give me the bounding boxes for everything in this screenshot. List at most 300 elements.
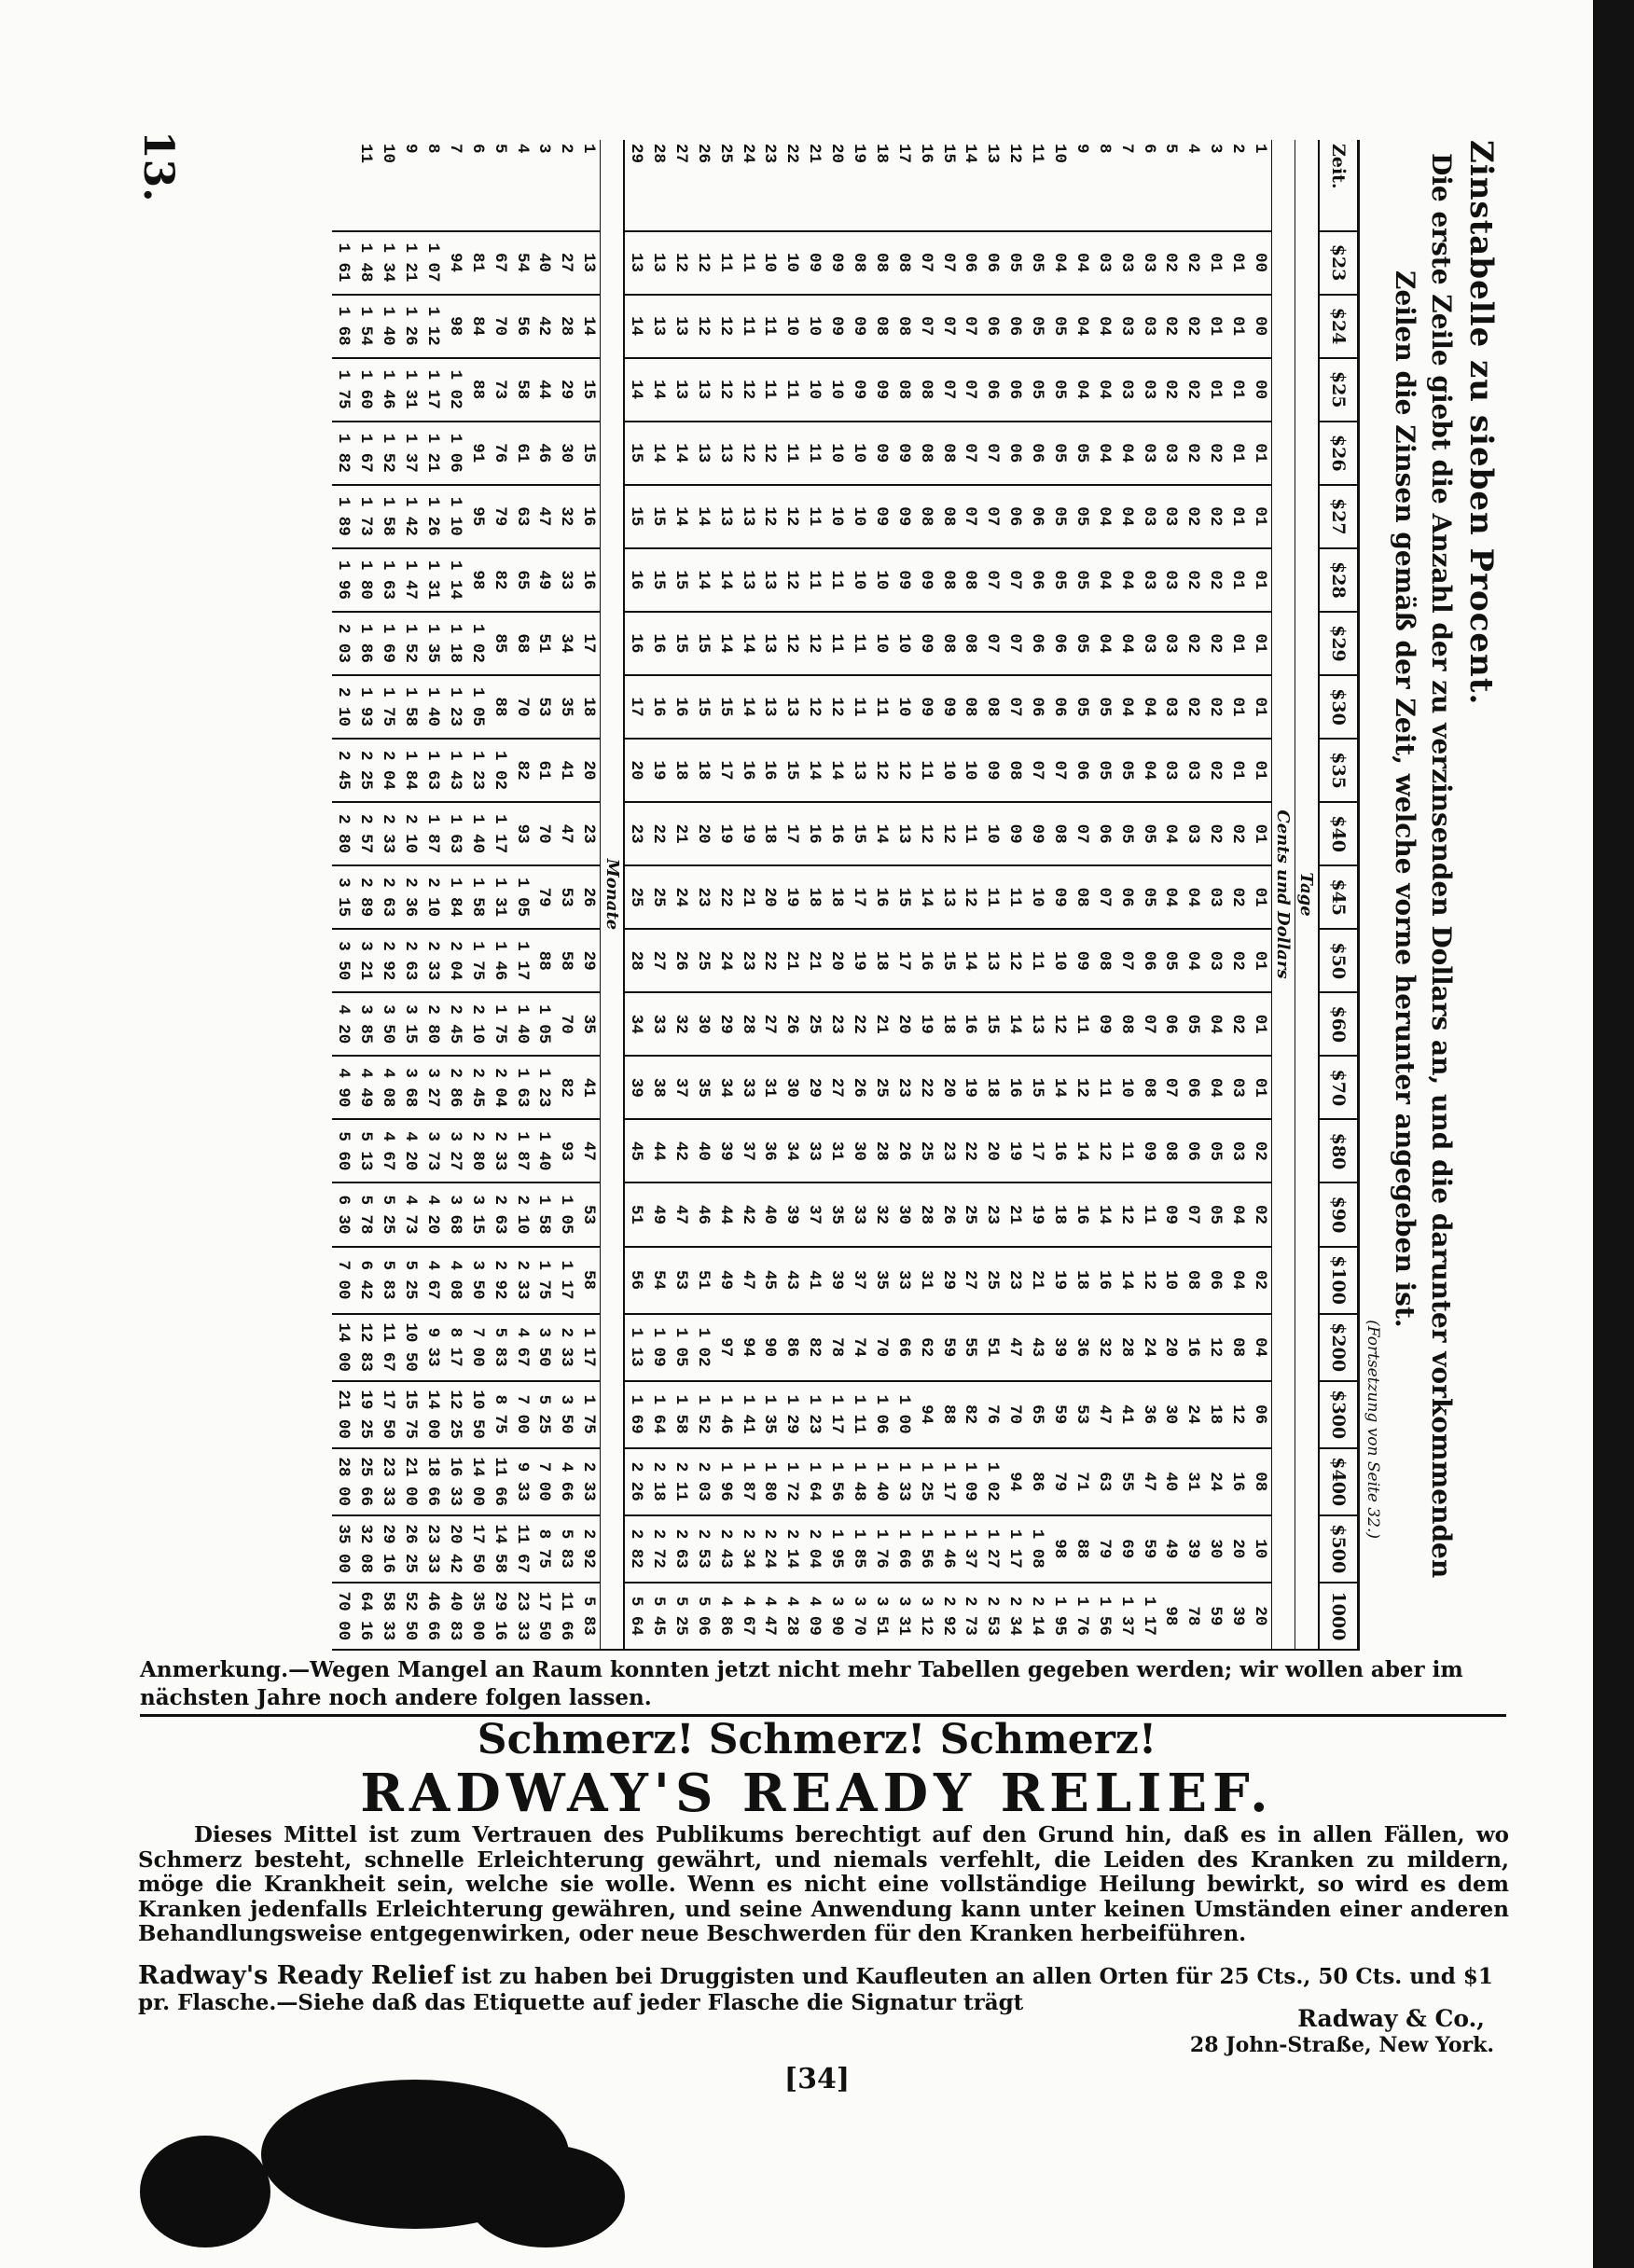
table-cell: 08 bbox=[981, 675, 1004, 739]
table-row bbox=[981, 140, 1004, 1650]
table-cell: 01 bbox=[1226, 548, 1249, 612]
ink-stain bbox=[466, 2145, 625, 2247]
row-label: 8 bbox=[422, 140, 444, 231]
table-cell: 20 bbox=[759, 865, 782, 929]
table-cell: 53 bbox=[670, 1247, 692, 1314]
table-cell: 1 21 bbox=[399, 231, 422, 295]
table-cell: 18 bbox=[825, 865, 848, 929]
table-cell: 31 bbox=[915, 1247, 937, 1314]
table-cell: 00 bbox=[1249, 358, 1271, 422]
table-cell: 82 bbox=[960, 1381, 982, 1448]
table-cell: 5 78 bbox=[354, 1182, 377, 1246]
table-row bbox=[466, 140, 489, 1650]
table-cell: 01 bbox=[1249, 929, 1271, 992]
table-cell: 22 bbox=[759, 929, 782, 992]
table-cell: 2 33 bbox=[577, 1448, 600, 1515]
table-cell: 15 bbox=[981, 992, 1004, 1056]
table-cell: 06 bbox=[1026, 422, 1048, 485]
year-row-label: 13. bbox=[134, 131, 182, 202]
table-cell: 25 bbox=[803, 992, 825, 1056]
table-cell: 43 bbox=[1026, 1314, 1048, 1381]
table-cell: 1 42 bbox=[399, 485, 422, 548]
table-cell: 12 bbox=[759, 422, 782, 485]
table-cell: 3 15 bbox=[332, 865, 354, 929]
table-cell: 05 bbox=[1071, 612, 1093, 675]
table-cell: 36 bbox=[1071, 1314, 1093, 1381]
table-cell: 34 bbox=[714, 1056, 737, 1119]
table-cell: 1 75 bbox=[332, 358, 354, 422]
table-cell: 23 bbox=[981, 1182, 1004, 1246]
table-cell: 04 bbox=[1115, 422, 1138, 485]
table-cell: 14 bbox=[624, 358, 647, 422]
table-cell: 58 bbox=[511, 358, 533, 422]
table-cell: 4 20 bbox=[422, 1182, 444, 1246]
table-cell: 14 bbox=[1048, 1056, 1071, 1119]
row-label: 16 bbox=[915, 140, 937, 231]
table-row bbox=[803, 140, 825, 1650]
table-cell: 78 bbox=[1182, 1583, 1204, 1650]
table-cell: 20 bbox=[692, 802, 714, 865]
table-cell: 11 bbox=[848, 612, 870, 675]
table-cell: 1 80 bbox=[759, 1448, 782, 1515]
table-cell: 36 bbox=[1138, 1381, 1160, 1448]
table-row bbox=[670, 140, 692, 1650]
table-cell: 2 82 bbox=[624, 1515, 647, 1583]
table-cell: 14 bbox=[1004, 992, 1026, 1056]
table-row bbox=[647, 140, 670, 1650]
table-cell: 74 bbox=[848, 1314, 870, 1381]
table-cell: 11 67 bbox=[377, 1314, 399, 1381]
table-cell: 16 bbox=[577, 485, 600, 548]
table-cell: 20 bbox=[1226, 1515, 1249, 1583]
table-row bbox=[533, 140, 556, 1650]
table-cell: 55 bbox=[960, 1314, 982, 1381]
row-label: 11 bbox=[1026, 140, 1048, 231]
table-cell: 64 16 bbox=[354, 1583, 377, 1650]
table-cell: 70 bbox=[489, 295, 511, 358]
table-cell: 28 bbox=[915, 1182, 937, 1246]
table-cell: 1 75 bbox=[377, 675, 399, 739]
table-cell: 11 bbox=[803, 548, 825, 612]
table-cell: 2 10 bbox=[399, 802, 422, 865]
table-cell: 13 bbox=[1026, 992, 1048, 1056]
table-cell: 1 23 bbox=[803, 1381, 825, 1448]
section-label: Cents und Dollars bbox=[1272, 140, 1295, 1650]
table-cell: 1 31 bbox=[399, 358, 422, 422]
table-cell: 06 bbox=[1026, 485, 1048, 548]
table-cell: 35 bbox=[870, 1247, 893, 1314]
table-cell: 04 bbox=[1115, 612, 1138, 675]
table-cell: 5 83 bbox=[489, 1314, 511, 1381]
table-cell: 11 bbox=[1093, 1056, 1115, 1119]
table-cell: 24 bbox=[1182, 1381, 1204, 1448]
table-cell: 01 bbox=[1249, 485, 1271, 548]
table-cell: 11 bbox=[960, 802, 982, 865]
table-cell: 02 bbox=[1160, 295, 1183, 358]
table-cell: 19 bbox=[915, 992, 937, 1056]
table-cell: 51 bbox=[692, 1247, 714, 1314]
table-cell: 1 31 bbox=[489, 865, 511, 929]
table-title: Zinstabelle zu sieben Procent. bbox=[1462, 140, 1500, 706]
table-cell: 1 25 bbox=[915, 1448, 937, 1515]
table-cell: 10 bbox=[893, 675, 915, 739]
table-cell: 1 75 bbox=[577, 1381, 600, 1448]
table-cell: 16 bbox=[759, 739, 782, 802]
table-cell: 1 48 bbox=[354, 231, 377, 295]
table-cell: 2 92 bbox=[377, 929, 399, 992]
table-cell: 17 50 bbox=[533, 1583, 556, 1650]
table-cell: 4 47 bbox=[759, 1583, 782, 1650]
row-label: 18 bbox=[870, 140, 893, 231]
table-cell: 10 bbox=[870, 548, 893, 612]
table-row bbox=[737, 140, 759, 1650]
table-row bbox=[960, 140, 982, 1650]
table-cell: 88 bbox=[466, 358, 489, 422]
table-cell: 9 33 bbox=[422, 1314, 444, 1381]
table-cell: 09 bbox=[870, 422, 893, 485]
table-cell: 04 bbox=[1115, 548, 1138, 612]
table-cell: 1 37 bbox=[399, 422, 422, 485]
table-cell: 20 bbox=[893, 992, 915, 1056]
table-row bbox=[714, 140, 737, 1650]
table-cell: 25 bbox=[981, 1247, 1004, 1314]
table-cell: 49 bbox=[533, 548, 556, 612]
table-cell: 10 bbox=[825, 358, 848, 422]
table-cell: 5 45 bbox=[647, 1583, 670, 1650]
table-cell: 39 bbox=[624, 1056, 647, 1119]
row-label: 12 bbox=[1004, 140, 1026, 231]
table-cell: 10 bbox=[981, 802, 1004, 865]
section-label: Tage bbox=[1295, 140, 1320, 1650]
table-cell: 1 17 bbox=[577, 1314, 600, 1381]
table-cell: 16 bbox=[825, 802, 848, 865]
table-cell: 05 bbox=[1048, 358, 1071, 422]
table-cell: 03 bbox=[1138, 358, 1160, 422]
table-cell: 01 bbox=[1226, 231, 1249, 295]
table-cell: 14 bbox=[714, 548, 737, 612]
table-row bbox=[848, 140, 870, 1650]
table-cell: 05 bbox=[1093, 739, 1115, 802]
table-cell: 09 bbox=[937, 675, 960, 739]
table-cell: 23 bbox=[692, 865, 714, 929]
table-cell: 1 05 bbox=[466, 675, 489, 739]
table-cell: 1 60 bbox=[354, 358, 377, 422]
table-cell: 12 bbox=[1115, 1182, 1138, 1246]
table-cell: 1 54 bbox=[354, 295, 377, 358]
table-cell: 04 bbox=[1093, 358, 1115, 422]
table-cell: 5 60 bbox=[332, 1119, 354, 1182]
table-cell: 1 89 bbox=[332, 485, 354, 548]
table-cell: 05 bbox=[1048, 295, 1071, 358]
ad-headline: Schmerz! Schmerz! Schmerz! bbox=[477, 1716, 1157, 1763]
table-cell: 03 bbox=[1160, 485, 1183, 548]
table-cell: 15 bbox=[848, 802, 870, 865]
table-cell: 13 bbox=[759, 548, 782, 612]
table-cell: 1 23 bbox=[533, 1056, 556, 1119]
table-cell: 2 14 bbox=[1026, 1583, 1048, 1650]
table-cell: 08 bbox=[937, 422, 960, 485]
table-cell: 31 bbox=[825, 1119, 848, 1182]
table-row bbox=[444, 140, 466, 1650]
table-cell: 1 37 bbox=[960, 1515, 982, 1583]
table-cell: 07 bbox=[960, 422, 982, 485]
table-cell: 11 bbox=[915, 739, 937, 802]
table-cell: 39 bbox=[1048, 1314, 1071, 1381]
table-cell: 14 bbox=[624, 295, 647, 358]
column-header: $25 bbox=[1319, 358, 1357, 422]
table-cell: 05 bbox=[1160, 929, 1183, 992]
row-label: 3 bbox=[533, 140, 556, 231]
table-cell: 32 bbox=[670, 992, 692, 1056]
table-cell: 02 bbox=[1204, 802, 1226, 865]
table-cell: 15 bbox=[624, 422, 647, 485]
table-cell: 08 bbox=[937, 612, 960, 675]
table-cell: 2 24 bbox=[759, 1515, 782, 1583]
table-cell: 10 50 bbox=[466, 1381, 489, 1448]
table-cell: 23 bbox=[893, 1056, 915, 1119]
row-label: 7 bbox=[1115, 140, 1138, 231]
table-cell: 04 bbox=[1226, 1247, 1249, 1314]
table-cell: 37 bbox=[803, 1182, 825, 1246]
table-cell: 08 bbox=[960, 675, 982, 739]
row-label: 6 bbox=[1138, 140, 1160, 231]
table-cell: 2 14 bbox=[781, 1515, 803, 1583]
table-cell: 2 33 bbox=[555, 1314, 577, 1381]
table-cell: 23 bbox=[1004, 1247, 1026, 1314]
table-cell: 28 00 bbox=[332, 1448, 354, 1515]
column-header: $100 bbox=[1319, 1247, 1357, 1314]
table-cell: 16 bbox=[624, 548, 647, 612]
table-cell: 09 bbox=[915, 612, 937, 675]
row-label: 1 bbox=[577, 140, 600, 231]
table-cell: 2 18 bbox=[647, 1448, 670, 1515]
table-cell: 33 bbox=[737, 1056, 759, 1119]
table-cell: 11 bbox=[870, 675, 893, 739]
table-cell: 05 bbox=[1071, 548, 1093, 612]
table-cell: 11 bbox=[1138, 1182, 1160, 1246]
table-cell: 1 80 bbox=[354, 548, 377, 612]
table-cell: 2 10 bbox=[332, 675, 354, 739]
table-cell: 2 34 bbox=[737, 1515, 759, 1583]
table-cell: 10 bbox=[759, 231, 782, 295]
table-cell: 1 63 bbox=[422, 739, 444, 802]
table-cell: 05 bbox=[1071, 675, 1093, 739]
table-cell: 30 bbox=[893, 1182, 915, 1246]
table-cell: 03 bbox=[1204, 929, 1226, 992]
table-cell: 3 31 bbox=[893, 1583, 915, 1650]
table-cell: 3 90 bbox=[825, 1583, 848, 1650]
table-cell: 17 bbox=[848, 865, 870, 929]
table-cell: 2 63 bbox=[489, 1182, 511, 1246]
table-cell: 14 bbox=[803, 739, 825, 802]
ad-address: 28 John-Straße, New York. bbox=[1189, 2033, 1494, 2057]
table-cell: 02 bbox=[1160, 231, 1183, 295]
table-cell: 12 bbox=[737, 422, 759, 485]
table-cell: 18 bbox=[1071, 1247, 1093, 1314]
table-cell: 13 bbox=[737, 485, 759, 548]
table-cell: 01 bbox=[1226, 358, 1249, 422]
table-cell: 16 bbox=[624, 612, 647, 675]
table-cell: 91 bbox=[466, 422, 489, 485]
table-cell: 09 bbox=[915, 675, 937, 739]
table-cell: 26 25 bbox=[399, 1515, 422, 1583]
table-cell: 76 bbox=[489, 422, 511, 485]
table-cell: 02 bbox=[1182, 612, 1204, 675]
table-cell: 03 bbox=[1115, 231, 1138, 295]
table-cell: 1 63 bbox=[511, 1056, 533, 1119]
table-cell: 07 bbox=[1182, 1182, 1204, 1246]
table-cell: 12 bbox=[960, 865, 982, 929]
table-cell: 31 bbox=[759, 1056, 782, 1119]
table-cell: 63 bbox=[511, 485, 533, 548]
table-cell: 01 bbox=[1226, 739, 1249, 802]
table-cell: 14 00 bbox=[466, 1448, 489, 1515]
table-cell: 85 bbox=[489, 612, 511, 675]
table-cell: 1 58 bbox=[399, 675, 422, 739]
table-cell: 6 42 bbox=[354, 1247, 377, 1314]
table-cell: 03 bbox=[1138, 422, 1160, 485]
table-cell: 11 66 bbox=[489, 1448, 511, 1515]
table-cell: 1 56 bbox=[915, 1515, 937, 1583]
table-cell: 08 bbox=[1182, 1247, 1204, 1314]
table-cell: 03 bbox=[1226, 1056, 1249, 1119]
table-cell: 10 bbox=[1115, 1056, 1138, 1119]
table-cell: 12 bbox=[803, 675, 825, 739]
table-cell: 1 87 bbox=[737, 1448, 759, 1515]
table-cell: 07 bbox=[915, 231, 937, 295]
table-cell: 12 bbox=[1071, 1056, 1093, 1119]
table-cell: 2 33 bbox=[377, 802, 399, 865]
table-cell: 05 bbox=[1138, 802, 1160, 865]
table-cell: 14 bbox=[960, 929, 982, 992]
table-cell: 16 bbox=[1226, 1448, 1249, 1515]
table-cell: 10 bbox=[1249, 1515, 1271, 1583]
table-cell: 94 bbox=[915, 1381, 937, 1448]
table-cell: 1 18 bbox=[444, 612, 466, 675]
column-header: $90 bbox=[1319, 1182, 1357, 1246]
table-cell: 07 bbox=[1004, 548, 1026, 612]
table-cell: 03 bbox=[1138, 548, 1160, 612]
table-cell: 33 bbox=[555, 548, 577, 612]
table-cell: 70 00 bbox=[332, 1583, 354, 1650]
table-cell: 40 bbox=[533, 231, 556, 295]
table-cell: 2 72 bbox=[647, 1515, 670, 1583]
table-cell: 19 bbox=[737, 802, 759, 865]
table-cell: 26 bbox=[893, 1119, 915, 1182]
table-cell: 1 75 bbox=[489, 992, 511, 1056]
table-row bbox=[354, 140, 377, 1650]
table-cell: 1 05 bbox=[670, 1314, 692, 1381]
table-cell: 12 bbox=[1004, 929, 1026, 992]
table-cell: 4 73 bbox=[399, 1182, 422, 1246]
table-cell: 27 bbox=[960, 1247, 982, 1314]
table-cell: 10 bbox=[848, 422, 870, 485]
table-cell: 05 bbox=[1048, 422, 1071, 485]
table-cell: 2 10 bbox=[466, 992, 489, 1056]
table-cell: 5 83 bbox=[377, 1247, 399, 1314]
table-cell: 43 bbox=[781, 1247, 803, 1314]
table-cell: 1 64 bbox=[647, 1381, 670, 1448]
table-cell: 45 bbox=[624, 1119, 647, 1182]
table-cell: 01 bbox=[1249, 865, 1271, 929]
table-cell: 1 23 bbox=[466, 739, 489, 802]
table-cell: 15 bbox=[647, 548, 670, 612]
table-cell: 06 bbox=[981, 231, 1004, 295]
table-cell: 23 bbox=[937, 1119, 960, 1182]
table-cell: 17 bbox=[624, 675, 647, 739]
table-cell: 2 34 bbox=[1004, 1583, 1026, 1650]
table-cell: 02 bbox=[1204, 548, 1226, 612]
table-cell: 16 bbox=[670, 675, 692, 739]
table-cell: 29 16 bbox=[489, 1583, 511, 1650]
table-cell: 23 bbox=[825, 992, 848, 1056]
table-cell: 1 84 bbox=[399, 739, 422, 802]
table-cell: 3 15 bbox=[399, 992, 422, 1056]
table-cell: 7 00 bbox=[466, 1314, 489, 1381]
table-cell: 12 bbox=[692, 295, 714, 358]
table-cell: 1 64 bbox=[803, 1448, 825, 1515]
table-cell: 4 49 bbox=[354, 1056, 377, 1119]
row-label: 2 bbox=[555, 140, 577, 231]
table-cell: 03 bbox=[1115, 295, 1138, 358]
table-cell: 34 bbox=[624, 992, 647, 1056]
table-cell: 86 bbox=[1026, 1448, 1048, 1515]
annotation-label: Anmerkung. bbox=[140, 1657, 289, 1682]
table-cell: 22 bbox=[714, 865, 737, 929]
table-cell: 01 bbox=[1226, 485, 1249, 548]
table-cell: 08 bbox=[893, 231, 915, 295]
table-cell: 07 bbox=[1026, 739, 1048, 802]
table-cell: 11 bbox=[848, 675, 870, 739]
table-cell: 03 bbox=[1138, 295, 1160, 358]
table-cell: 70 bbox=[555, 992, 577, 1056]
table-cell: 28 bbox=[1115, 1314, 1138, 1381]
table-cell: 07 bbox=[915, 295, 937, 358]
table-cell: 62 bbox=[915, 1314, 937, 1381]
table-cell: 52 50 bbox=[399, 1583, 422, 1650]
table-cell: 07 bbox=[937, 358, 960, 422]
table-cell: 09 bbox=[1160, 1182, 1183, 1246]
table-cell: 24 bbox=[670, 865, 692, 929]
table-cell: 14 bbox=[692, 548, 714, 612]
table-cell: 3 21 bbox=[354, 929, 377, 992]
table-cell: 1 02 bbox=[466, 612, 489, 675]
table-cell: 4 67 bbox=[422, 1247, 444, 1314]
table-cell: 14 bbox=[714, 612, 737, 675]
table-cell: 32 bbox=[870, 1182, 893, 1246]
table-cell: 30 bbox=[692, 992, 714, 1056]
table-cell: 1 87 bbox=[422, 802, 444, 865]
table-cell: 21 bbox=[781, 929, 803, 992]
table-cell: 1 73 bbox=[354, 485, 377, 548]
table-cell: 1 82 bbox=[332, 422, 354, 485]
table-cell: 51 bbox=[624, 1182, 647, 1246]
table-cell: 07 bbox=[981, 548, 1004, 612]
table-cell: 4 09 bbox=[803, 1583, 825, 1650]
table-cell: 1 95 bbox=[1048, 1583, 1071, 1650]
table-cell: 08 bbox=[893, 358, 915, 422]
table-cell: 19 bbox=[1026, 1182, 1048, 1246]
column-header-time: Zeit. bbox=[1319, 140, 1357, 231]
row-label: 23 bbox=[759, 140, 782, 231]
table-cell: 4 90 bbox=[332, 1056, 354, 1119]
table-subtitle-line1: Die erste Zeile giebt die Anzahl der zu verzinsenden Dollars an, und die darunter vorkommenden bbox=[1426, 153, 1457, 1579]
table-cell: 47 bbox=[1138, 1448, 1160, 1515]
table-cell: 07 bbox=[1004, 675, 1026, 739]
table-cell: 04 bbox=[1204, 1056, 1226, 1119]
table-cell: 79 bbox=[1048, 1448, 1071, 1515]
table-cell: 05 bbox=[1115, 739, 1138, 802]
